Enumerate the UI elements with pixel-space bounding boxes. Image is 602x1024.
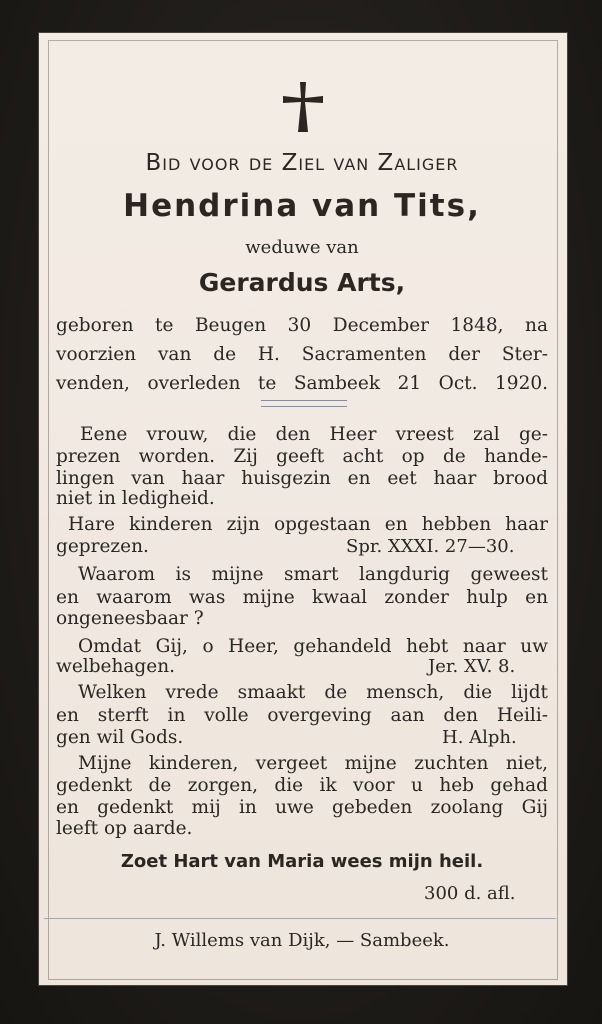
verse-line: Omdat Gij, o Heer, gehandeld hebt naar uw — [78, 636, 548, 657]
verse-line: ongeneesbaar ? — [56, 608, 204, 629]
verse-line: leeft op aarde. — [56, 818, 193, 839]
widow-of: weduwe van — [245, 237, 359, 258]
bio-line: voorzien van de H. Sacramenten der Ster- — [56, 344, 548, 365]
double-rule — [261, 400, 347, 407]
verse-line: en sterft in volle overgeving aan den Heili- — [56, 705, 548, 726]
verse-line: Waarom is mijne smart langdurig geweest — [78, 564, 548, 585]
verse-line: geprezen. — [56, 536, 149, 557]
verse-line: Welken vrede smaakt de mensch, die lijdt — [78, 682, 548, 703]
invocation: Bid voor de Ziel van Zaliger — [145, 150, 459, 176]
verse-line: lingen van haar huisgezin en eet haar brood — [56, 468, 548, 489]
verse-line: gedenkt de zorgen, die ik voor u heb gehad — [56, 775, 548, 796]
indulgence-note: 300 d. afl. — [424, 883, 516, 904]
verse-line: en gedenkt mij in uwe gebeden zoolang Gij — [56, 797, 548, 818]
scripture-reference: Spr. XXXI. 27—30. — [346, 536, 515, 557]
verse-line: Mijne kinderen, vergeet mijne zuchten niet, — [78, 753, 548, 774]
closing-prayer: Zoet Hart van Maria wees mijn heil. — [120, 851, 484, 872]
scripture-reference: Jer. XV. 8. — [428, 656, 516, 677]
bio-line: geboren te Beugen 30 December 1848, na — [56, 315, 548, 336]
verse-line: Eene vrouw, die den Heer vreest zal ge- — [80, 424, 548, 445]
verse-line: welbehagen. — [56, 656, 176, 677]
verse-line: Hare kinderen zijn opgestaan en hebben haar — [68, 514, 548, 535]
latin-cross-icon — [279, 80, 327, 134]
bio-line: venden, overleden te Sambeek 21 Oct. 1920. — [56, 373, 548, 394]
footer-rule — [44, 918, 556, 919]
deceased-name: Hendrina van Tits, — [123, 188, 481, 224]
verse-line: niet in ledigheid. — [56, 488, 215, 509]
verse-line: prezen worden. Zij geeft acht op de hande- — [56, 446, 548, 467]
verse-line: gen wil Gods. — [56, 727, 184, 748]
husband-name: Gerardus Arts, — [198, 268, 406, 297]
printer-line: J. Willems van Dijk, — Sambeek. — [154, 930, 450, 951]
scripture-reference: H. Alph. — [442, 727, 517, 748]
verse-line: en waarom was mijne kwaal zonder hulp en — [56, 587, 548, 608]
